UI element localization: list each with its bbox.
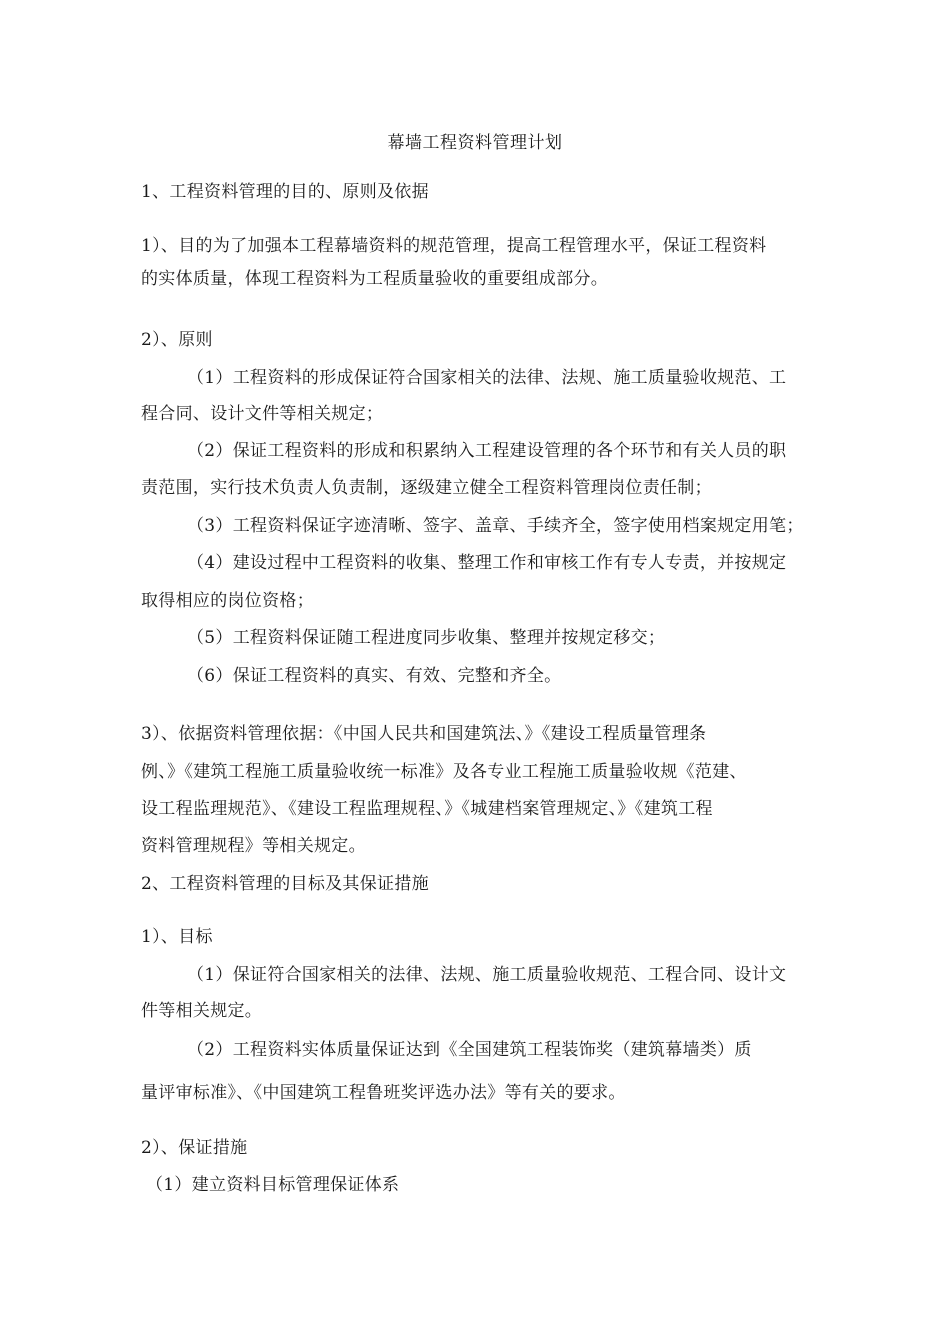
paragraph-line: 设工程监理规范》、《建设工程监理规程、》《城建档案管理规定、》《建筑工程 <box>141 799 713 819</box>
paragraph-line: 例、》《建筑工程施工质量验收统一标准》及各专业工程施工质量验收规《范建、 <box>141 762 747 782</box>
list-item: （5）工程资料保证随工程进度同步收集、整理并按规定移交； <box>187 628 666 648</box>
paragraph-line: 3）、依据资料管理依据：《中国人民共和国建筑法、》《建设工程质量管理条 <box>141 724 707 744</box>
list-item: （1）保证符合国家相关的法律、法规、施工质量验收规范、工程合同、设计文 <box>187 965 787 985</box>
list-item: （2）保证工程资料的形成和积累纳入工程建设管理的各个环节和有关人员的职 <box>187 441 787 461</box>
list-item: （4）建设过程中工程资料的收集、整理工作和审核工作有专人专责，并按规定 <box>187 553 787 573</box>
paragraph-line: 1）、目的为了加强本工程幕墙资料的规范管理，提高工程管理水平，保证工程资料 <box>141 236 767 256</box>
list-item-continuation: 件等相关规定。 <box>141 1001 263 1021</box>
list-item-continuation: 程合同、设计文件等相关规定； <box>141 404 384 424</box>
list-item-continuation: 责范围，实行技术负责人负责制，逐级建立健全工程资料管理岗位责任制； <box>141 478 712 498</box>
list-item: （6）保证工程资料的真实、有效、完整和齐全。 <box>187 666 562 686</box>
paragraph-line: 的实体质量，体现工程资料为工程质量验收的重要组成部分。 <box>141 269 609 289</box>
list-item: （2）工程资料实体质量保证达到《全国建筑工程装饰奖（建筑幕墙类）质 <box>187 1040 752 1060</box>
paragraph-line: 资料管理规程》等相关规定。 <box>141 836 366 856</box>
list-item: （3）工程资料保证字迹清晰、签字、盖章、手续齐全，签字使用档案规定用笔； <box>187 516 804 536</box>
list-item-continuation: 取得相应的岗位资格； <box>141 591 314 611</box>
subsection-heading: 2）、保证措施 <box>141 1138 248 1158</box>
list-item-continuation: 量评审标准》、《中国建筑工程鲁班奖评选办法》等有关的要求。 <box>141 1083 626 1103</box>
section-heading-1: 1、工程资料管理的目的、原则及依据 <box>141 182 429 202</box>
section-heading-2: 2、工程资料管理的目标及其保证措施 <box>141 874 429 894</box>
subsection-heading: 2）、原则 <box>141 330 213 350</box>
subsection-heading: 1）、目标 <box>141 927 213 947</box>
list-item: （1）工程资料的形成保证符合国家相关的法律、法规、施工质量验收规范、工 <box>187 368 787 388</box>
page-title: 幕墙工程资料管理计划 <box>387 133 563 153</box>
list-item: （1）建立资料目标管理保证体系 <box>146 1175 400 1195</box>
